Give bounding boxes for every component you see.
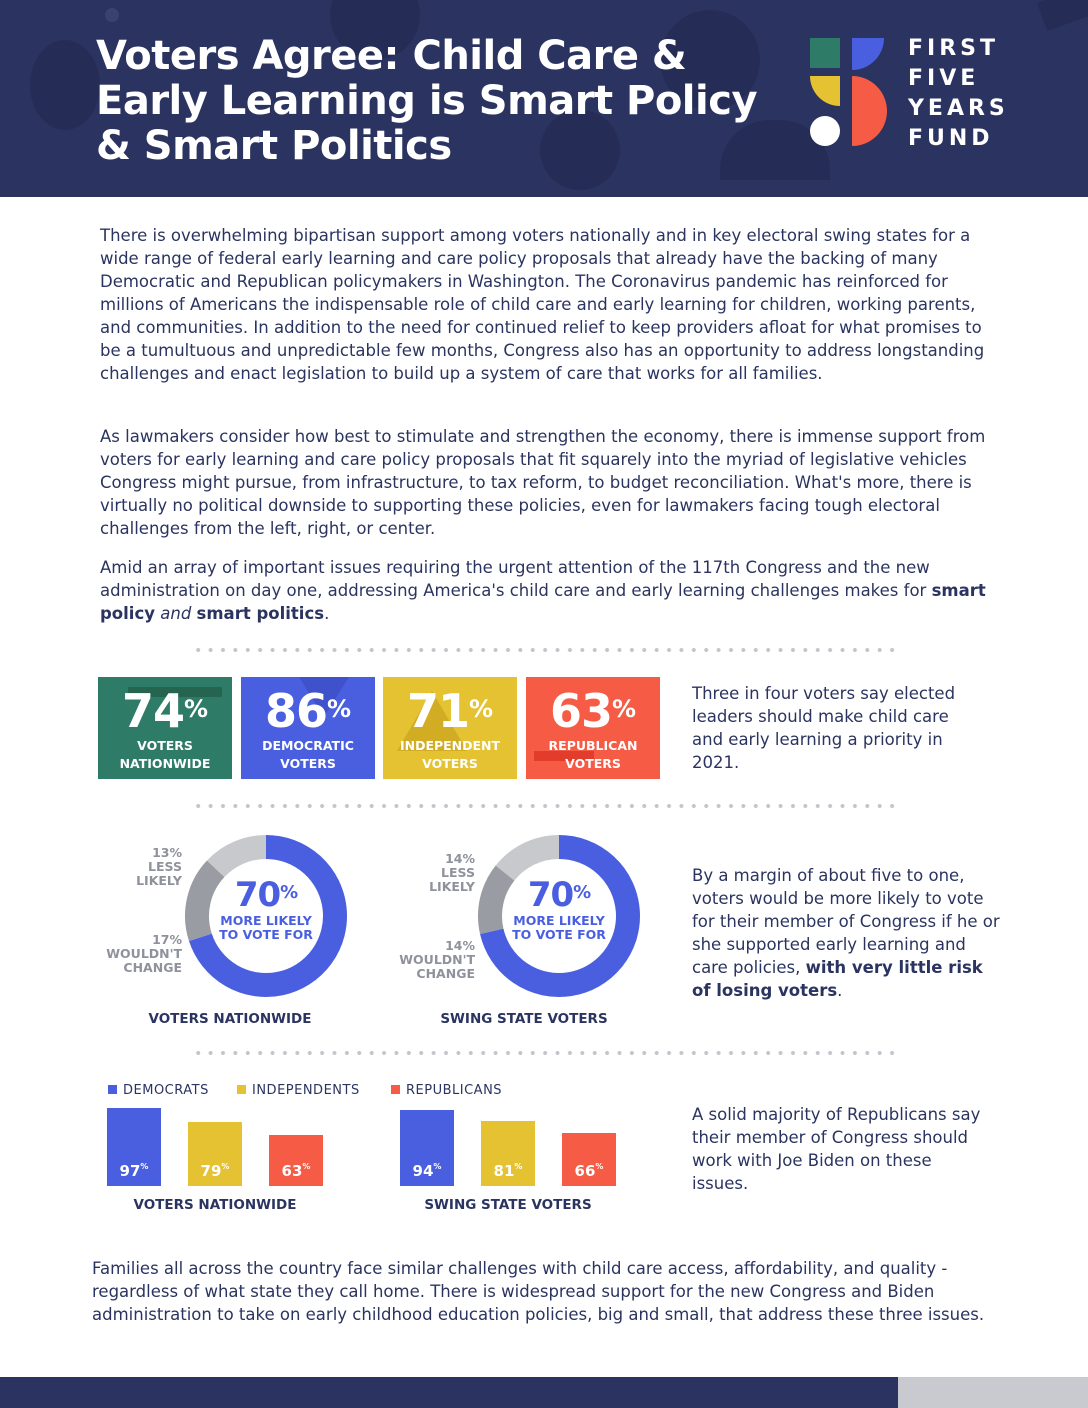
stat-label-line: INDEPENDENT bbox=[399, 738, 501, 753]
donut-label-line: LESS bbox=[148, 859, 182, 874]
donut-less-value: 13 bbox=[152, 845, 170, 860]
stat-value bbox=[526, 685, 660, 737]
donut-label-line: CHANGE bbox=[416, 966, 475, 981]
legend-item-independents bbox=[237, 1083, 360, 1099]
legend-swatch bbox=[108, 1085, 117, 1094]
donut-unit: % bbox=[169, 845, 182, 860]
p3-text: Amid an array of important issues requiring the urgent attention of the 117th Congress and the new administration on day one, addressing America's child care and early learning challenges makes for bbox=[100, 558, 932, 600]
footer-accent bbox=[898, 1377, 1088, 1408]
stat-box-republican bbox=[526, 677, 660, 779]
stat-box-independent bbox=[383, 677, 517, 779]
stat-label bbox=[383, 737, 517, 773]
donut-nochange-value: 17 bbox=[152, 932, 170, 947]
bar-unit: % bbox=[140, 1162, 149, 1171]
logo-line: FUND bbox=[908, 126, 994, 151]
legend-label: DEMOCRATS bbox=[123, 1083, 209, 1098]
bar-value-label bbox=[107, 1162, 161, 1180]
bar-chart-title: SWING STATE VOTERS bbox=[424, 1197, 592, 1213]
donut-segment-less-likely bbox=[505, 847, 559, 873]
donut-text-bold: with very little risk of losing voters bbox=[692, 958, 983, 1000]
donut-center-label bbox=[489, 876, 629, 942]
stat-unit: % bbox=[468, 695, 494, 723]
donut-segment-less-likely bbox=[216, 847, 266, 869]
p3-and: and bbox=[160, 604, 192, 623]
legend-swatch bbox=[391, 1085, 400, 1094]
donut-label-line: WOULDN'T bbox=[399, 952, 475, 967]
stat-label-line: DEMOCRATIC bbox=[262, 738, 354, 753]
donut-more-label: TO VOTE FOR bbox=[512, 927, 606, 942]
bar-value-label bbox=[562, 1162, 616, 1180]
bar-value-label bbox=[188, 1162, 242, 1180]
donut-more-label: TO VOTE FOR bbox=[219, 927, 313, 942]
bar-democrats bbox=[400, 1110, 454, 1186]
donut-unit: % bbox=[280, 882, 298, 903]
stat-number: 74 bbox=[121, 684, 184, 738]
bar-value: 81 bbox=[493, 1161, 515, 1180]
bar-independents bbox=[188, 1122, 242, 1186]
donut-label-line: CHANGE bbox=[123, 960, 182, 975]
page-title: Voters Agree: Child Care & Early Learning is Smart Policy & Smart Politics bbox=[96, 33, 758, 169]
intro-paragraph-2: As lawmakers consider how best to stimulate and strengthen the economy, there is immense support from voters for early learning and care policy proposals that fit squarely into the myriad of legislative vehicles Congress might pursue, from infrastructure, to tax reform, to budget reconciliation. What's more, there is virtually no political downside to supporting these policies, even for lawmakers facing tough electoral challenges from the left, right, or center. bbox=[100, 427, 986, 538]
bar-democrats bbox=[107, 1108, 161, 1186]
donut-label-line: WOULDN'T bbox=[106, 946, 182, 961]
donut-more-label: MORE LIKELY bbox=[513, 913, 605, 928]
header-decoration bbox=[105, 8, 119, 22]
stat-label-line: VOTERS bbox=[280, 756, 336, 771]
stat-unit: % bbox=[183, 695, 209, 723]
bar-value-label bbox=[400, 1162, 454, 1180]
bar-value: 63 bbox=[281, 1161, 303, 1180]
intro-paragraph-1: There is overwhelming bipartisan support among voters nationally and in key electoral swing states for a wide range of federal early learning and care policy proposals that already have the backing of many Democratic and Republican policymakers in Washington. The Coronavirus pandemic has reinforced for millions of Americans the indispensable role of child care and early learning for children, working parents, and communities. In addition to the need for continued relief to keep providers afloat for what promises to be a tumultuous and unpredictable few months, Congress also has an opportunity to address longstanding challenges and enact legislation to build up a system of care that works for all families. bbox=[100, 226, 985, 383]
donut-text-body: By a margin of about five to one, voters would be more likely to vote for their member of Congress if he or she supported early learning and care policies, bbox=[692, 866, 1000, 977]
stat-unit: % bbox=[611, 695, 637, 723]
legend-swatch bbox=[237, 1085, 246, 1094]
dotted-divider bbox=[192, 1051, 896, 1055]
donut-wouldnt-change-label bbox=[383, 939, 475, 981]
stat-box-democratic bbox=[241, 677, 375, 779]
header-banner bbox=[0, 0, 1088, 197]
bar-unit: % bbox=[221, 1161, 230, 1171]
donut-chart-title: SWING STATE VOTERS bbox=[440, 1011, 608, 1027]
donut-unit: % bbox=[462, 851, 475, 866]
donut-center-value bbox=[196, 876, 336, 914]
legend-item-democrats bbox=[108, 1083, 209, 1099]
dotted-divider bbox=[192, 804, 896, 808]
donut-label-line: LIKELY bbox=[136, 873, 182, 888]
stat-number: 71 bbox=[406, 684, 469, 738]
donut-unit: % bbox=[169, 932, 182, 947]
donut-more-value: 70 bbox=[234, 875, 281, 915]
stat-label bbox=[98, 737, 232, 773]
stat-value bbox=[241, 685, 375, 737]
bar-independents bbox=[481, 1121, 535, 1186]
donut-chart-title: VOTERS NATIONWIDE bbox=[148, 1011, 312, 1027]
donut-less-likely-label bbox=[393, 852, 475, 894]
stat-label bbox=[526, 737, 660, 773]
donut-less-value: 14 bbox=[445, 851, 463, 866]
logo-line: FIVE bbox=[908, 66, 980, 91]
stat-value bbox=[98, 685, 232, 737]
bar-unit: % bbox=[302, 1161, 311, 1171]
stat-value bbox=[383, 685, 517, 737]
footer-bar bbox=[0, 1377, 898, 1408]
stat-number: 86 bbox=[264, 684, 327, 738]
stat-label bbox=[241, 737, 375, 773]
intro-paragraph-3 bbox=[100, 556, 1000, 625]
logo-line: YEARS bbox=[908, 96, 1009, 121]
donut-label-line: LIKELY bbox=[429, 879, 475, 894]
bar-value: 97 bbox=[119, 1162, 141, 1180]
p3-bold-smart-policy: smart policy bbox=[100, 581, 986, 623]
legend-item-republicans bbox=[391, 1083, 502, 1099]
bar-chart-title: VOTERS NATIONWIDE bbox=[133, 1197, 297, 1213]
donut-less-likely-label bbox=[100, 846, 182, 888]
donut-center-value bbox=[489, 876, 629, 914]
stat-label-line: VOTERS bbox=[565, 756, 621, 771]
stat-unit: % bbox=[326, 695, 352, 723]
stat-box-nationwide bbox=[98, 677, 232, 779]
legend-label: REPUBLICANS bbox=[406, 1083, 503, 1098]
donut-more-value: 70 bbox=[527, 875, 574, 915]
bar-value: 79 bbox=[200, 1161, 222, 1180]
bar-republicans bbox=[562, 1133, 616, 1186]
stat-number: 63 bbox=[549, 684, 612, 738]
donut-text bbox=[692, 864, 1004, 1002]
donut-unit: % bbox=[462, 938, 475, 953]
stat-label-line: REPUBLICAN bbox=[548, 738, 638, 753]
closing-paragraph: Families all across the country face similar challenges with child care access, affordability, and quality - regardless of what state they call home. There is widespread support for the new Congress and Biden administration to take on early childhood education policies, big and small, that address these three issues. bbox=[92, 1259, 985, 1324]
stat-label-line: VOTERS bbox=[422, 756, 478, 771]
p3-end: . bbox=[324, 604, 330, 623]
donut-more-label: MORE LIKELY bbox=[220, 913, 312, 928]
logo-line: FIRST bbox=[908, 36, 1000, 61]
bar-value: 66 bbox=[574, 1161, 596, 1180]
bar-unit: % bbox=[514, 1161, 523, 1171]
bar-text: A solid majority of Republicans say their member of Congress should work with Joe Biden on these issues. bbox=[692, 1105, 981, 1193]
first-five-years-fund-logo bbox=[808, 36, 888, 148]
stat-label-line: NATIONWIDE bbox=[119, 756, 211, 771]
header-decoration bbox=[30, 40, 100, 130]
donut-label-line: LESS bbox=[441, 865, 475, 880]
bar-republicans bbox=[269, 1135, 323, 1186]
bar-unit: % bbox=[595, 1161, 604, 1171]
donut-nochange-value: 14 bbox=[445, 938, 463, 953]
bar-value-label bbox=[269, 1162, 323, 1180]
bar-unit: % bbox=[433, 1161, 442, 1171]
donut-wouldnt-change-label bbox=[90, 933, 182, 975]
bar-value: 94 bbox=[412, 1161, 434, 1180]
dotted-divider bbox=[192, 648, 896, 652]
bar-value-label bbox=[481, 1162, 535, 1180]
p3-bold-smart-politics: smart politics bbox=[196, 604, 325, 623]
donut-center-label bbox=[196, 876, 336, 942]
header-decoration bbox=[1037, 0, 1088, 31]
donut-text-end: . bbox=[837, 981, 843, 1000]
stat-label-line: VOTERS bbox=[137, 738, 193, 753]
logo-wordmark bbox=[908, 34, 1009, 154]
priority-text: Three in four voters say elected leaders should make child care and early learning a priority in 2021. bbox=[692, 684, 956, 772]
legend-label: INDEPENDENTS bbox=[252, 1083, 360, 1098]
donut-unit: % bbox=[573, 882, 591, 903]
